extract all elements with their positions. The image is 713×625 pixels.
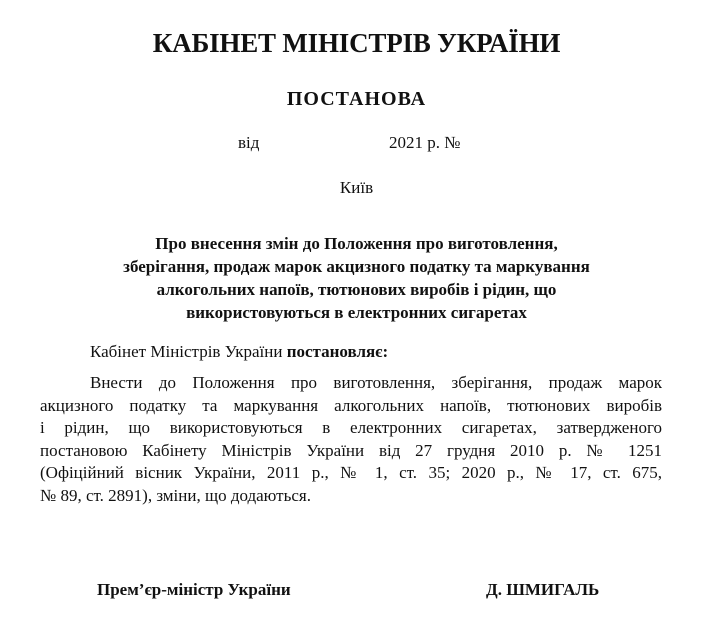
- issuer-title: КАБІНЕТ МІНІСТРІВ УКРАЇНИ: [152, 28, 561, 58]
- heading-line: Про внесення змін до Положення про виготовлення,: [155, 234, 558, 253]
- resolution-heading: [60, 232, 653, 324]
- body-line: акцизного податку та маркування алкогольних напоїв, тютюнових виробів: [40, 395, 662, 415]
- heading-line: зберігання, продаж марок акцизного податку та маркування: [123, 257, 590, 276]
- date-from-label: від: [238, 133, 260, 152]
- body-line: постановою Кабінету Міністрів України від 27 грудня 2010 р. № 1251: [40, 440, 662, 460]
- resolution-body: [40, 372, 662, 508]
- body-line: Внести до Положення про виготовлення, зберігання, продаж марок: [90, 373, 662, 392]
- document-type: ПОСТАНОВА: [286, 88, 427, 110]
- resolution-verb: постановляє:: [286, 342, 389, 361]
- resolution-intro: [90, 342, 388, 362]
- signatory-position: Прем’єр-міністр України: [97, 580, 291, 599]
- body-line: № 89, ст. 2891), зміни, що додаються.: [40, 485, 311, 505]
- body-line: і рідин, що використовуються в електронних сигаретах, затвердженого: [40, 418, 662, 438]
- signatory-name: Д. ШМИГАЛЬ: [486, 580, 600, 599]
- body-line: (Офіційний вісник України, 2011 р., № 1, ст. 35; 2020 р., № 17, ст. 675,: [40, 463, 662, 483]
- heading-line: використовуються в електронних сигаретах: [186, 303, 527, 322]
- resolution-intro-text: Кабінет Міністрів України: [90, 342, 287, 361]
- heading-line: алкогольних напоїв, тютюнових виробів і рідин, що: [156, 280, 557, 299]
- date-year-number: 2021 р. №: [389, 133, 461, 152]
- city: Київ: [339, 178, 374, 197]
